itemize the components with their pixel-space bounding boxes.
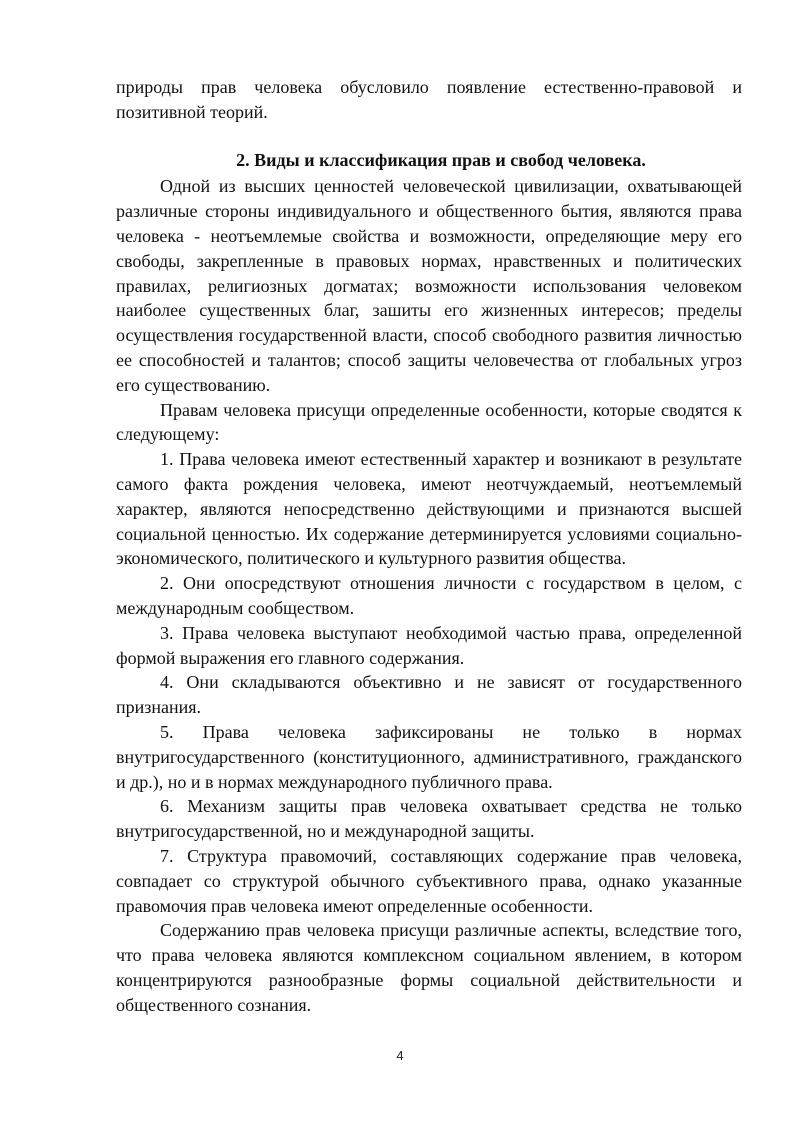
list-item-3: 3. Права человека выступают необходимой частью права, определенной формой выражения его главного содержания. — [116, 622, 742, 668]
list-item-6: 6. Механизм защиты прав человека охватывает средства не только внутригосударственной, но и международной защиты. — [116, 796, 742, 842]
page-number: 4 — [396, 1048, 404, 1063]
list-item-4: 4. Они складываются объективно и не зависят от государственного признания. — [116, 672, 742, 718]
intro-paragraph: природы прав человека обусловило появление естественно-правовой и позитивной теорий. — [116, 77, 742, 122]
paragraph-content-aspects: Содержанию прав человека присущи различные аспекты, вследствие того, что права человека являются комплексном социальном явлением, в котором концентрируются разнообразные формы социальной действительности и общественного сознания. — [116, 920, 742, 1015]
list-item-1: 1. Права человека имеют естественный характер и возникают в результате самого факта рождения человека, имеют неотчуждаемый, неотъемлемый характер, являются непосредственно действующими и признаются высшей социальной ценностью. Их содержание детерминируется условиями социально-экономического, политического и культурного развития общества. — [116, 449, 742, 569]
page-body — [116, 75, 742, 1017]
list-item-5: 5. Права человека зафиксированы не только в нормах внутригосударственного (конституционного, административного, гражданского и др.), но и в нормах международного публичного права. — [116, 721, 742, 792]
list-item-2: 2. Они опосредствуют отношения личности с государством в целом, с международным сообществом. — [116, 573, 742, 618]
paragraph-definition: Одной из высших ценностей человеческой цивилизации, охватывающей различные стороны индивидуального и общественного бытия, являются права человека - неотъемлемые свойства и возможности, определяющие меру его свободы, закрепленные в правовых нормах, нравственных и политических правилах, религиозных догматах; возможности использования человеком наиболее существенных благ, зашиты его жизненных интересов; пределы осуществления государственной власти, способ свободного развития личностью ее способностей и талантов; способ защиты человечества от глобальных угроз его существованию. — [116, 176, 742, 395]
paragraph-features-intro: Правам человека присущи определенные особенности, которые сводятся к следующему: — [116, 399, 742, 445]
section-heading: 2. Виды и классификация прав и свобод человека. — [236, 149, 646, 170]
list-item-7: 7. Структура правомочий, составляющих содержание прав человека, совпадает со структурой обычного субъективного права, однако указанные правомочия прав человека имеют определенные особенности. — [116, 845, 742, 916]
